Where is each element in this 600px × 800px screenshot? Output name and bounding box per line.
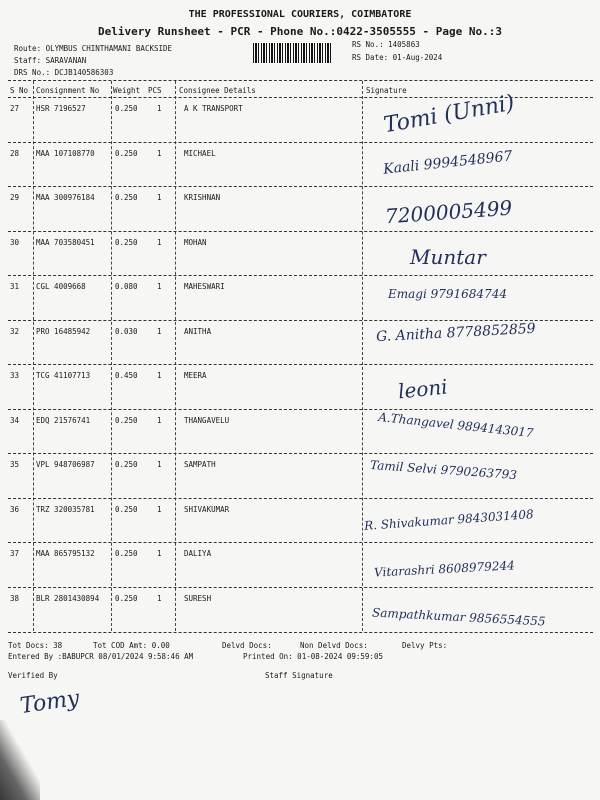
row-consignment-no: MAA 107108770: [36, 148, 95, 158]
row-pcs: 1: [157, 237, 162, 247]
column-separator: [33, 81, 34, 631]
entered-by: Entered By :BABUPCR 08/01/2024 9:58:46 AM: [8, 652, 194, 661]
row-weight: 0.080: [115, 282, 138, 291]
staff-label: Staff: SARAVANAN: [14, 56, 87, 65]
row-weight: 0.250: [115, 237, 138, 247]
handwritten-signature: R. Shivakumar 9843031408: [363, 507, 535, 533]
handwritten-signature: Tamil Selvi 9790263793: [369, 457, 518, 483]
row-divider: [8, 587, 593, 588]
row-sno: 34: [10, 415, 20, 425]
row-weight: 0.250: [115, 193, 138, 202]
row-divider: [8, 453, 593, 454]
col-weight: Weight: [113, 86, 141, 95]
row-consignee: MOHAN: [184, 237, 207, 247]
row-weight: 0.250: [115, 504, 138, 514]
row-weight: 0.250: [115, 593, 138, 603]
col-signature: Signature: [366, 86, 407, 95]
row-weight: 0.250: [115, 104, 138, 113]
row-consignment-no: TCG 41107713: [36, 371, 91, 380]
route-label: Route: OLYMBUS CHINTHAMANI BACKSIDE: [14, 44, 173, 53]
row-consignment-no: EDQ 21576741: [36, 415, 91, 425]
row-consignment-no: PRO 16485942: [36, 326, 91, 336]
row-sno: 35: [10, 460, 20, 469]
row-sno: 27: [10, 104, 20, 113]
handwritten-signature: Tomi (Unni): [381, 90, 517, 139]
row-sno: 30: [10, 237, 20, 247]
row-sno: 28: [10, 148, 20, 158]
row-sno: 36: [10, 504, 20, 514]
row-consignment-no: MAA 703580451: [36, 237, 95, 247]
row-consignment-no: MAA 300976184: [36, 193, 95, 202]
handwritten-signature: Muntar: [410, 245, 486, 269]
row-sno: 29: [10, 193, 20, 202]
row-sno: 33: [10, 371, 20, 380]
row-pcs: 1: [157, 504, 162, 514]
row-consignee: SURESH: [184, 593, 212, 603]
row-consignment-no: TRZ 320035781: [36, 504, 95, 514]
handwritten-signature: Emagi 9791684744: [388, 287, 507, 301]
row-divider: [8, 364, 593, 365]
row-divider: [8, 409, 593, 410]
handwritten-signature: Kaali 9994548967: [382, 148, 514, 178]
row-pcs: 1: [157, 460, 162, 469]
row-pcs: 1: [157, 282, 162, 291]
row-divider: [8, 320, 593, 321]
verified-by-label: Verified By: [8, 671, 58, 680]
row-weight: 0.250: [115, 148, 138, 158]
column-separator: [175, 81, 176, 631]
row-pcs: 1: [157, 549, 162, 558]
row-pcs: 1: [157, 193, 162, 202]
row-consignee: SHIVAKUMAR: [184, 504, 230, 514]
handwritten-signature: Sampathkumar 9856554555: [371, 605, 546, 629]
row-consignee: DALIYA: [184, 549, 212, 558]
col-sno: S No: [10, 86, 29, 95]
row-consignment-no: VPL 948706987: [36, 460, 95, 469]
row-divider: [8, 542, 593, 543]
row-pcs: 1: [157, 371, 162, 380]
row-consignment-no: BLR 2801430894: [36, 593, 100, 603]
row-pcs: 1: [157, 593, 162, 603]
row-weight: 0.250: [115, 415, 138, 425]
runsheet-title: Delivery Runsheet - PCR - Phone No.:0422-3505555 - Page No.:3: [98, 25, 502, 38]
row-consignee: MEERA: [184, 371, 207, 380]
column-separator: [362, 81, 363, 631]
row-weight: 0.030: [115, 326, 138, 336]
handwritten-signature: Vitarashri 8608979244: [373, 558, 516, 580]
col-consignment: Consignment No: [36, 86, 100, 95]
total-docs: Tot Docs: 38: [8, 641, 63, 650]
printed-on: Printed On: 01-08-2024 09:59:05: [243, 652, 383, 661]
row-consignee: THANGAVELU: [184, 415, 230, 425]
row-consignee: KRISHNAN: [184, 193, 221, 202]
company-title: THE PROFESSIONAL COURIERS, COIMBATORE: [188, 9, 412, 20]
staff-signature-label: Staff Signature: [265, 671, 333, 680]
row-consignee: A K TRANSPORT: [184, 104, 243, 113]
verifier-signature: Tomy: [18, 685, 81, 720]
handwritten-signature: A.Thangavel 9894143017: [377, 409, 535, 441]
column-separator: [111, 81, 112, 631]
row-consignee: SAMPATH: [184, 460, 216, 469]
row-divider: [8, 231, 593, 232]
rs-date: RS Date: 01-Aug-2024: [352, 53, 443, 62]
divider: [8, 632, 593, 633]
row-weight: 0.250: [115, 460, 138, 469]
divider: [8, 80, 593, 81]
drs-label: DRS No.: DCJB140586303: [14, 68, 114, 77]
col-consignee: Consignee Details: [179, 86, 256, 95]
scan-shadow: [0, 720, 40, 800]
row-divider: [8, 186, 593, 187]
row-consignee: MICHAEL: [184, 148, 216, 158]
row-pcs: 1: [157, 415, 162, 425]
total-cod-amount: Tot COD Amt: 0.00: [93, 641, 170, 650]
row-divider: [8, 498, 593, 499]
handwritten-signature: leoni: [396, 374, 449, 404]
col-pcs: PCS: [148, 86, 162, 95]
row-consignee: ANITHA: [184, 326, 212, 336]
row-weight: 0.450: [115, 371, 138, 380]
row-consignment-no: MAA 865795132: [36, 549, 95, 558]
row-sno: 37: [10, 549, 20, 558]
row-weight: 0.250: [115, 549, 138, 558]
row-sno: 38: [10, 593, 20, 603]
row-consignment-no: CGL 4009668: [36, 282, 86, 291]
delivered-docs: Delvd Docs:: [222, 641, 272, 650]
barcode-graphic: [253, 43, 333, 63]
rs-number: RS No.: 1405863: [352, 40, 420, 49]
row-sno: 32: [10, 326, 20, 336]
row-consignee: MAHESWARI: [184, 282, 225, 291]
row-pcs: 1: [157, 104, 162, 113]
row-consignment-no: HSR 7196527: [36, 104, 86, 113]
handwritten-signature: G. Anitha 8778852859: [375, 320, 537, 346]
row-pcs: 1: [157, 148, 162, 158]
delivery-points: Delvy Pts:: [402, 641, 448, 650]
row-sno: 31: [10, 282, 20, 291]
row-divider: [8, 275, 593, 276]
non-delivered-docs: Non Delvd Docs:: [300, 641, 368, 650]
handwritten-signature: 7200005499: [384, 195, 513, 229]
row-pcs: 1: [157, 326, 162, 336]
row-divider: [8, 142, 593, 143]
